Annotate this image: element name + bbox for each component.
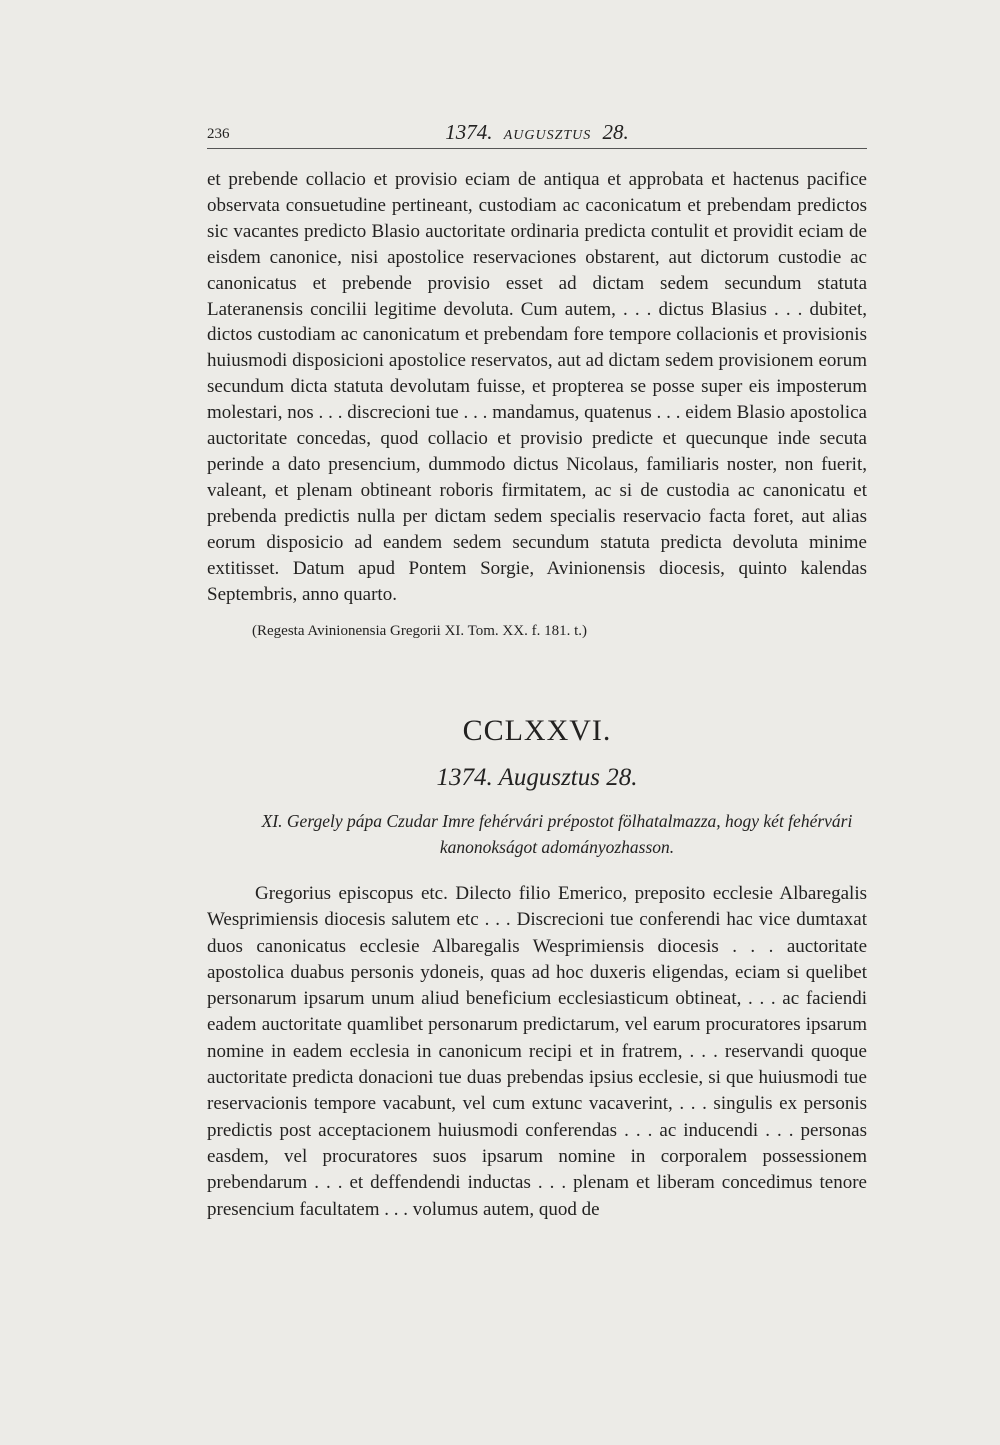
header-rule <box>207 148 867 149</box>
header-month: AUGUSZTUS <box>503 128 592 143</box>
document-date: 1374. Augusztus 28. <box>436 764 638 791</box>
continued-paragraph: et prebende collacio et provisio eciam de antiqua et approbata et hactenus pacifice observata consuetudine pertineant, custodiam ac caconicatum et prebendam predictos sic vacantes predicto Blasio auctoritate ordinaria predicta contulit et providit eciam de eisdem canonice, nisi apostolice reservaciones obstarent, aut dictorum custodie ac canonicatus et prebende provisio esset ad dictam sedem secundum statuta Lateranensis concilii legitime devoluta. Cum autem, . . . dictus Blasius . . . dubitet, dictos custodiam ac canonicatum et prebendam fore tempore collacionis et provisionis huiusmodi disposicioni apostolice reservatos, aut ad dictam sedem provisionem eorum secundum dicta statuta devolutam fuisse, et propterea se posse super eis imposterum molestari, nos . . . discrecioni tue . . . mandamus, quatenus . . . eidem Blasio apostolica auctoritate concedas, quod collacio et provisio predicte et quecunque inde secuta perinde a dato presencium, dummodo dictus Nicolaus, familiaris noster, non fuerit, valeant, et plenam obtineant roboris firmitatem, ac si de custodia ac canonicatu et prebenda predictis nulla per dictam sedem specialis reservacio facta foret, aut alias eorum disposicio ad eandem sedem secundum statuta predicta devoluta minime extitisset. Datum apud Pontem Sorgie, Avinionensis diocesis, quinto kalendas Septembris, anno quarto. <box>207 169 867 605</box>
running-title <box>207 120 867 145</box>
source-citation: (Regesta Avinionensia Gregorii XI. Tom. XX. f. 181. t.) <box>252 623 588 639</box>
page-number: 236 <box>207 126 230 142</box>
document-number: CCLXXVI. <box>462 714 612 747</box>
document-body-paragraph: Gregorius episcopus etc. Dilecto filio Emerico, preposito ecclesie Albaregalis Wesprimiensis diocesis salutem etc . . . Discrecioni tue conferendi hac vice dumtaxat duos canonicatus ecclesie Albaregalis Wesprimiensis diocesis . . . auctoritate apostolica duabus personis ydoneis, quas ad hoc duxeris eligendas, eciam si quelibet personarum ipsarum unum aliud beneficium ecclesiasticum obtineat, . . . ac faciendi eadem auctoritate quamlibet personarum predictarum, vel earum procuratores ipsarum nomine in eadem ecclesia in canonicum recipi et in fratrem, . . . reservandi quoque auctoritate predicta donacioni tue duas prebendas ipsius ecclesie, si que huiusmodi tue reservacionis tempore vacabunt, vel cum extunc vacaverint, . . . singulis ex personis predictis post acceptacionem huiusmodi conferendas . . . ac inducendi . . . personas easdem, vel procuratores suos ipsarum nomine in corporalem possessionem prebendarum . . . et deffendendi inductas . . . plenam et liberam concedimus tenore presencium facultatem . . . volumus autem, quod de <box>207 883 867 1220</box>
header-year: 1374. <box>445 120 493 144</box>
summary-line-1: XI. Gergely pápa Czudar Imre fehérvári prépostot fölhatalmazza, hogy két fehérvári <box>261 811 853 831</box>
running-header <box>207 120 867 150</box>
header-day: 28. <box>602 120 629 144</box>
summary-line-2: kanonokságot adományozhasson. <box>439 837 675 857</box>
document-summary <box>237 808 877 860</box>
